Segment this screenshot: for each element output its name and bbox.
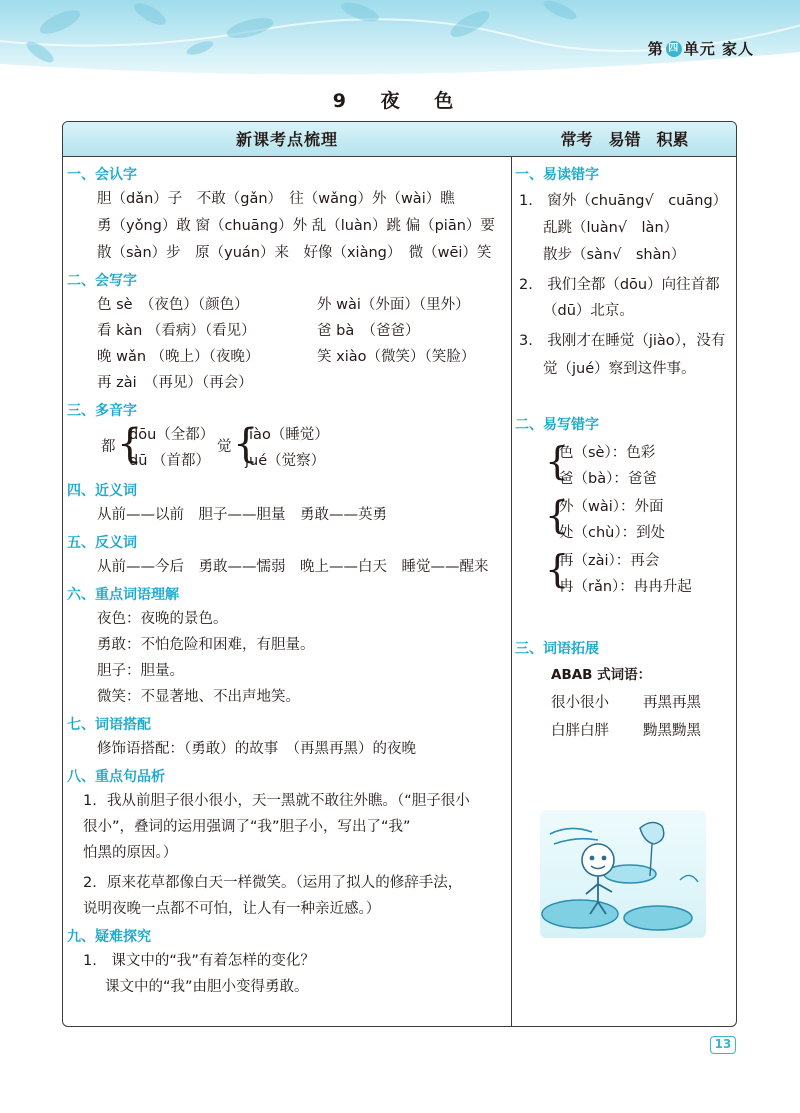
section-title-recognize: 一、会认字	[67, 167, 137, 183]
column-divider	[511, 122, 512, 1026]
polyphone-dou-reading-2: dū （首都）	[129, 453, 211, 469]
sentence-1-line-2: 很小”，叠词的运用强调了“我”胆子小，写出了“我”	[83, 819, 411, 835]
polyphone-jue-reading-1: jiào（睡觉）	[245, 427, 329, 443]
cartoon-lily-pad-icon	[540, 810, 706, 938]
polyphone-dou-reading-1: dōu（全都）	[129, 427, 215, 443]
expansion-word-1: 很小很小	[551, 695, 609, 711]
page-number: 13	[710, 1036, 736, 1054]
polyphone-brace-2: {	[233, 421, 259, 467]
misread-line-1: 1. 窗外（chuāng√ cuāng）	[519, 193, 728, 209]
recognize-line-2: 勇（yǒng）敢 窗（chuāng）外 乱（luàn）跳 偏（piān）要	[97, 218, 495, 234]
inquiry-answer: 课文中的“我”由胆小变得勇敢。	[105, 979, 309, 995]
section-title-collocation: 七、词语搭配	[67, 717, 151, 733]
section-title-miswrite: 二、易写错字	[515, 417, 599, 433]
miswrite-pair-1b: 爸（bà）：爸爸	[559, 471, 657, 487]
right-column-title: 常考 易错 积累	[511, 122, 737, 157]
section-title-antonyms: 五、反义词	[67, 535, 137, 551]
miswrite-brace-2: {	[545, 493, 570, 537]
polyphone-char-jue: 觉	[217, 439, 232, 455]
inquiry-question: 1. 课文中的“我”有着怎样的变化？	[83, 953, 315, 969]
misread-line-6: 3. 我刚才在睡觉（jiào），没有	[519, 333, 726, 349]
misread-line-2: 乱跳（luàn√ làn）	[543, 220, 679, 236]
sentence-1-line-3: 怕黑的原因。）	[83, 845, 178, 861]
expansion-word-3: 白胖白胖	[551, 723, 609, 739]
misread-line-4: 2. 我们全都（dōu）向往首都	[519, 277, 720, 293]
section-title-inquiry: 九、疑难探究	[67, 929, 151, 945]
write-item-kan: 看 kàn （看病）（看见）	[97, 323, 256, 339]
section-title-synonyms: 四、近义词	[67, 483, 137, 499]
left-column-title: 新课考点梳理	[63, 122, 511, 157]
write-item-wai: 外 wài（外面）（里外）	[317, 297, 470, 313]
miswrite-pair-2a: 外（wài）：外面	[559, 499, 664, 515]
polyphone-char-dou: 都	[101, 439, 116, 455]
header-band	[0, 0, 800, 84]
write-item-ba: 爸 bà （爸爸）	[317, 323, 420, 339]
lesson-title: 9 夜 色	[332, 90, 468, 112]
sentence-2-line-2: 说明夜晚一点都不可怕，让人有一种亲近感。）	[83, 901, 381, 917]
meaning-line-2: 勇敢：不怕危险和困难，有胆量。	[97, 637, 315, 653]
expansion-subtitle: ABAB 式词语：	[551, 667, 652, 683]
recognize-line-3: 散（sàn）步 原（yuán）来 好像（xiàng） 微（wēi）笑	[97, 245, 492, 261]
miswrite-pair-1a: 色（sè）：色彩	[559, 445, 656, 461]
misread-line-7: 觉（jué）察到这件事。	[543, 361, 696, 377]
collocation-line: 修饰语搭配：（勇敢）的故事 （再黑再黑）的夜晚	[97, 741, 416, 757]
recognize-line-1: 胆（dǎn）子 不敢（gǎn） 往（wǎng）外（wài）瞧	[97, 191, 455, 207]
section-title-expansion: 三、词语拓展	[515, 641, 599, 657]
write-item-xiao: 笑 xiào（微笑）（笑脸）	[317, 349, 476, 365]
polyphone-brace-1: {	[117, 421, 143, 467]
meaning-line-4: 微笑：不显著地、不出声地笑。	[97, 689, 300, 705]
sentence-2-num: 2.	[83, 875, 97, 891]
write-item-zai: 再 zài （再见）（再会）	[97, 375, 253, 391]
cartoon-illustration	[540, 810, 706, 938]
section-title-misread: 一、易读错字	[515, 167, 599, 183]
misread-line-3: 散步（sàn√ shàn）	[543, 247, 686, 263]
write-item-wan: 晚 wǎn （晚上）（夜晚）	[97, 349, 260, 365]
miswrite-brace-3: {	[545, 547, 570, 591]
section-title-polyphone: 三、多音字	[67, 403, 137, 419]
expansion-word-2: 再黑再黑	[643, 695, 701, 711]
synonyms-line: 从前——以前 胆子——胆量 勇敢——英勇	[97, 507, 387, 523]
section-title-sentence-analysis: 八、重点句品析	[67, 769, 165, 785]
section-title-word-meaning: 六、重点词语理解	[67, 587, 179, 603]
miswrite-pair-3a: 再（zài）：再会	[559, 553, 660, 569]
miswrite-pair-3b: 冉（rǎn）：冉冉升起	[559, 579, 692, 595]
section-title-write: 二、会写字	[67, 273, 137, 289]
unit-prefix: 第	[647, 40, 664, 58]
antonyms-line: 从前——今后 勇敢——懦弱 晚上——白天 睡觉——醒来	[97, 559, 489, 575]
write-item-se: 色 sè （夜色）（颜色）	[97, 297, 249, 313]
unit-number-badge: 四	[666, 41, 682, 57]
sentence-2-line-1: 原来花草都像白天一样微笑。（运用了拟人的修辞手法，	[107, 875, 463, 891]
meaning-line-1: 夜色：夜晚的景色。	[97, 611, 228, 627]
unit-label	[648, 38, 754, 59]
unit-suffix: 单元 家人	[683, 40, 754, 58]
polyphone-jue-reading-2: jué（觉察）	[245, 453, 326, 469]
sentence-1-line-1: 我从前胆子很小很小，天一黑就不敢往外瞧。（“胆子很小	[107, 793, 470, 809]
sentence-1-num: 1.	[83, 793, 97, 809]
miswrite-brace-1: {	[545, 439, 570, 483]
expansion-word-4: 黝黑黝黑	[643, 723, 701, 739]
miswrite-pair-2b: 处（chù）：到处	[559, 525, 666, 541]
meaning-line-3: 胆子：胆量。	[97, 663, 184, 679]
misread-line-5: （dū）北京。	[543, 303, 634, 319]
